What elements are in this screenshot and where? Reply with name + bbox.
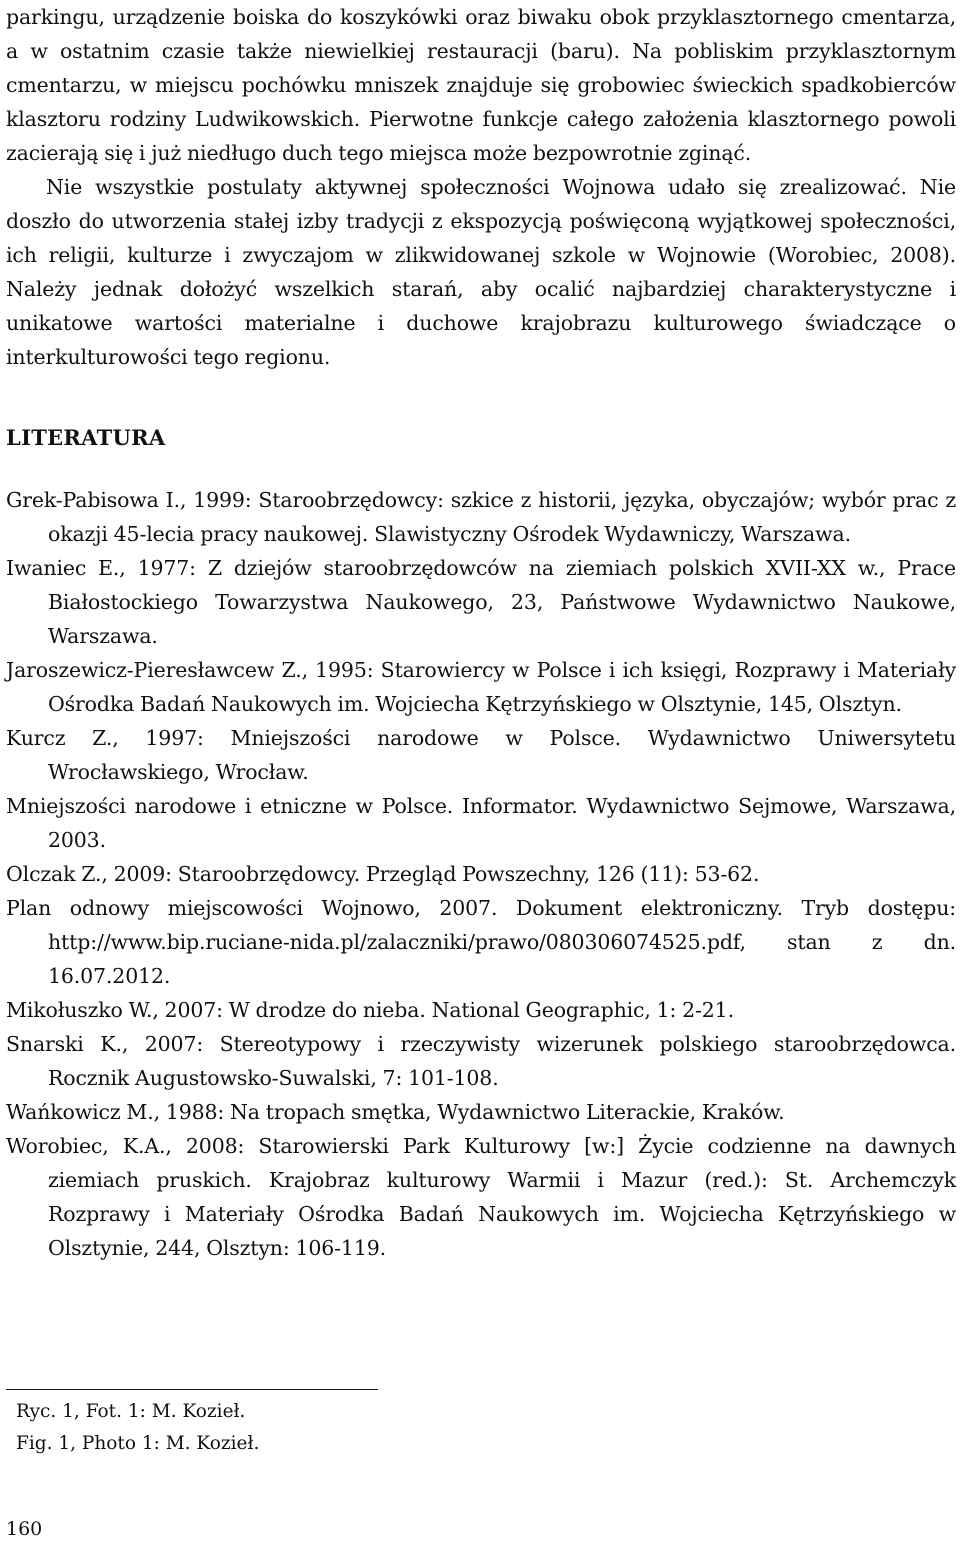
reference-item: Wańkowicz M., 1988: Na tropach smętka, Wydawnictwo Literackie, Kraków.	[6, 1100, 785, 1124]
body-paragraph: Nie wszystkie postulaty aktywnej społeczności Wojnowa udało się zrealizować. Nie doszło do utworzenia stałej izby tradycji z ekspozycją poświęconą wyjątkowej społeczności, ich religii, kulturze i zwyczajom w zlikwidowanej szkole w Wojnowie (Worobiec, 2008). Należy jednak dołożyć wszelkich starań, aby ocalić najbardziej charakterystyczne i unikatowe wartości materialne i duchowe krajobrazu kulturowego świadczące o interkulturowości tego regionu.	[6, 175, 956, 369]
footnote-line: Fig. 1, Photo 1: M. Kozieł.	[16, 1433, 260, 1454]
reference-item: Mikołuszko W., 2007: W drodze do nieba. National Geographic, 1: 2-21.	[6, 998, 734, 1022]
reference-item: Grek-Pabisowa I., 1999: Staroobrzędowcy: szkice z historii, języka, obyczajów; wybór prac z okazji 45-lecia pracy naukowej. Slawistyczny Ośrodek Wydawniczy, Warszawa.	[6, 488, 956, 546]
reference-item: Plan odnowy miejscowości Wojnowo, 2007. Dokument elektroniczny. Tryb dostępu: http://www.bip.ruciane-nida.pl/zalaczniki/prawo/080306074525.pdf, stan z dn. 16.07.2012.	[6, 896, 956, 988]
reference-item: Snarski K., 2007: Stereotypowy i rzeczywisty wizerunek polskiego staroobrzędowca. Rocznik Augustowsko-Suwalski, 7: 101-108.	[6, 1032, 956, 1090]
page-number: 160	[6, 1518, 43, 1540]
reference-item: Kurcz Z., 1997: Mniejszości narodowe w Polsce. Wydawnictwo Uniwersytetu Wrocławskiego, Wrocław.	[6, 726, 956, 784]
reference-item: Worobiec, K.A., 2008: Starowierski Park Kulturowy [w:] Życie codzienne na dawnych ziemiach pruskich. Krajobraz kulturowy Warmii i Mazur (red.): St. Archemczyk Rozprawy i Materiały Ośrodka Badań Naukowych im. Wojciecha Kętrzyńskiego w Olsztynie, 244, Olsztyn: 106-119.	[6, 1134, 956, 1260]
reference-item: Jaroszewicz-Pieresławcew Z., 1995: Starowiercy w Polsce i ich księgi, Rozprawy i Materiały Ośrodka Badań Naukowych im. Wojciecha Kętrzyńskiego w Olsztynie, 145, Olsztyn.	[6, 658, 956, 716]
reference-item: Olczak Z., 2009: Staroobrzędowcy. Przegląd Powszechny, 126 (11): 53-62.	[6, 862, 760, 886]
reference-item: Iwaniec E., 1977: Z dziejów staroobrzędowców na ziemiach polskich XVII-XX w., Prace Białostockiego Towarzystwa Naukowego, 23, Państwowe Wydawnictwo Naukowe, Warszawa.	[6, 556, 956, 648]
page-content	[6, 0, 956, 1265]
body-paragraph: parkingu, urządzenie boiska do koszykówki oraz biwaku obok przyklasztornego cmentarza, a w ostatnim czasie także niewielkiej restauracji (baru). Na pobliskim przyklasztornym cmentarzu, w miejscu pochówku mniszek znajduje się grobowiec świeckich spadkobierców klasztoru rodziny Ludwikowskich. Pierwotne funkcje całego założenia klasztornego powoli zacierają się i już niedługo duch tego miejsca może bezpowrotnie zginąć.	[6, 5, 956, 165]
reference-item: Mniejszości narodowe i etniczne w Polsce. Informator. Wydawnictwo Sejmowe, Warszawa, 2003.	[6, 794, 956, 852]
section-heading-literature: LITERATURA	[6, 425, 166, 450]
footnote-divider	[6, 1389, 378, 1390]
footnotes	[16, 1396, 259, 1460]
reference-list	[6, 483, 956, 1265]
footnote-line: Ryc. 1, Fot. 1: M. Kozieł.	[16, 1401, 246, 1422]
